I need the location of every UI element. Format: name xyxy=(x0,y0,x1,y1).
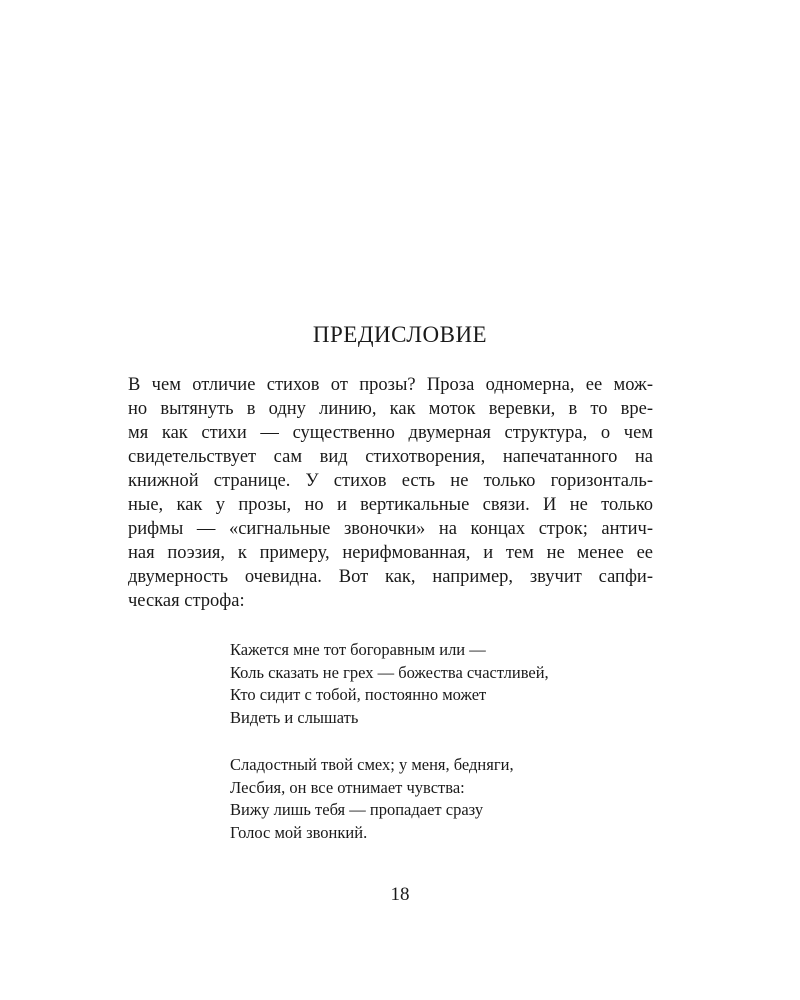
paragraph-line: мя как стихи — существенно двумерная структура, о чем xyxy=(128,423,653,443)
paragraph-line: но вытянуть в одну линию, как моток веревки, в то вре- xyxy=(128,399,653,419)
paragraph-line: ческая строфа: xyxy=(128,591,245,611)
paragraph-line: ная поэзия, к примеру, нерифмованная, и тем не менее ее xyxy=(128,543,653,563)
paragraph-line: книжной странице. У стихов есть не только горизонталь- xyxy=(128,471,653,491)
poem-stanza-2 xyxy=(230,754,650,844)
verse-line: Голос мой звонкий. xyxy=(230,822,368,842)
paragraph-line: В чем отличие стихов от прозы? Проза одномерна, ее мож- xyxy=(128,375,653,395)
paragraph-line: рифмы — «сигнальные звоночки» на концах строк; антич- xyxy=(128,519,653,539)
paragraph-line: свидетельствует сам вид стихотворения, напечатанного на xyxy=(128,447,653,467)
paragraph-line: двумерность очевидна. Вот как, например, звучит сапфи- xyxy=(128,567,653,587)
verse-line: Лесбия, он все отнимает чувства: xyxy=(230,777,465,797)
verse-line: Вижу лишь тебя — пропадает сразу xyxy=(230,800,484,819)
page-title: ПРЕДИСЛОВИЕ xyxy=(312,322,488,347)
verse-line: Сладостный твой смех; у меня, бедняги, xyxy=(230,755,514,774)
preface-paragraph xyxy=(128,373,653,613)
paragraph-line: ные, как у прозы, но и вертикальные связи. И не только xyxy=(128,495,653,515)
verse-line: Кажется мне тот богоравным или — xyxy=(230,640,486,659)
verse-line: Видеть и слышать xyxy=(230,707,359,727)
poem-stanza-1 xyxy=(230,639,650,729)
page-number: 18 xyxy=(390,884,410,905)
verse-line: Кто сидит с тобой, постоянно может xyxy=(230,685,487,704)
verse-line: Коль сказать не грех — божества счастливей, xyxy=(230,662,549,682)
